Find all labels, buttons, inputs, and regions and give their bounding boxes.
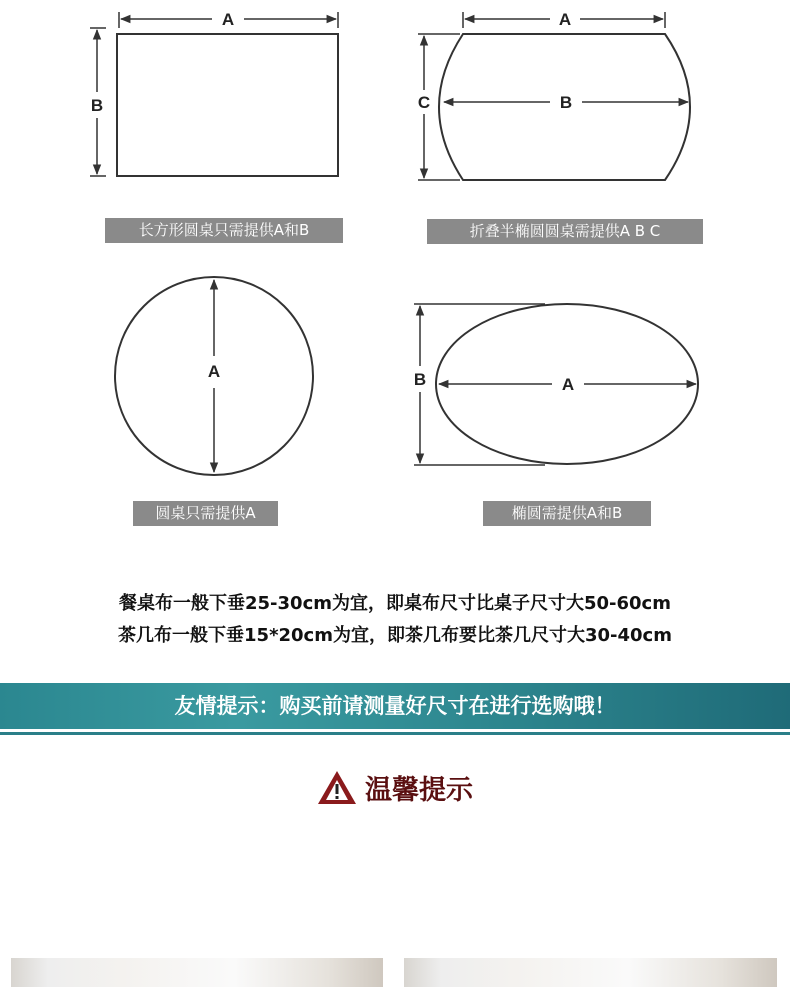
- rectangle-diagram: [90, 12, 338, 176]
- banner-divider: [0, 732, 790, 735]
- product-photo-2: [404, 958, 777, 987]
- circle-label-a: A: [207, 362, 221, 381]
- ellipse-caption: 椭圆需提供A和B: [483, 501, 651, 526]
- ellipse-label-b: B: [413, 370, 427, 389]
- rect-label-b: B: [90, 96, 104, 115]
- note-coffee-table: 茶几布一般下垂15*20cm为宜，即茶几布要比茶几尺寸大30-40cm: [118, 625, 672, 646]
- circle-caption: 圆桌只需提供A: [133, 501, 278, 526]
- folding-caption: 折叠半椭圆圆桌需提供A B C: [427, 219, 703, 244]
- tip-banner: 友情提示：购买前请测量好尺寸在进行选购哦！: [0, 683, 790, 729]
- folding-label-c: C: [417, 93, 431, 112]
- ellipse-label-a: A: [561, 375, 575, 394]
- warning-triangle-icon: [317, 770, 357, 805]
- folding-label-a: A: [558, 10, 572, 29]
- rect-caption: 长方形圆桌只需提供A和B: [105, 218, 343, 243]
- folding-diagram: [418, 12, 690, 180]
- rect-label-a: A: [221, 10, 235, 29]
- folding-label-b: B: [559, 93, 573, 112]
- ellipse-diagram: [414, 304, 698, 465]
- note-dining-table: 餐桌布一般下垂25-30cm为宜，即桌布尺寸比桌子尺寸大50-60cm: [119, 593, 671, 614]
- warning-heading: [0, 768, 790, 807]
- warning-title: 温馨提示: [365, 775, 473, 806]
- product-photo-1: [11, 958, 383, 987]
